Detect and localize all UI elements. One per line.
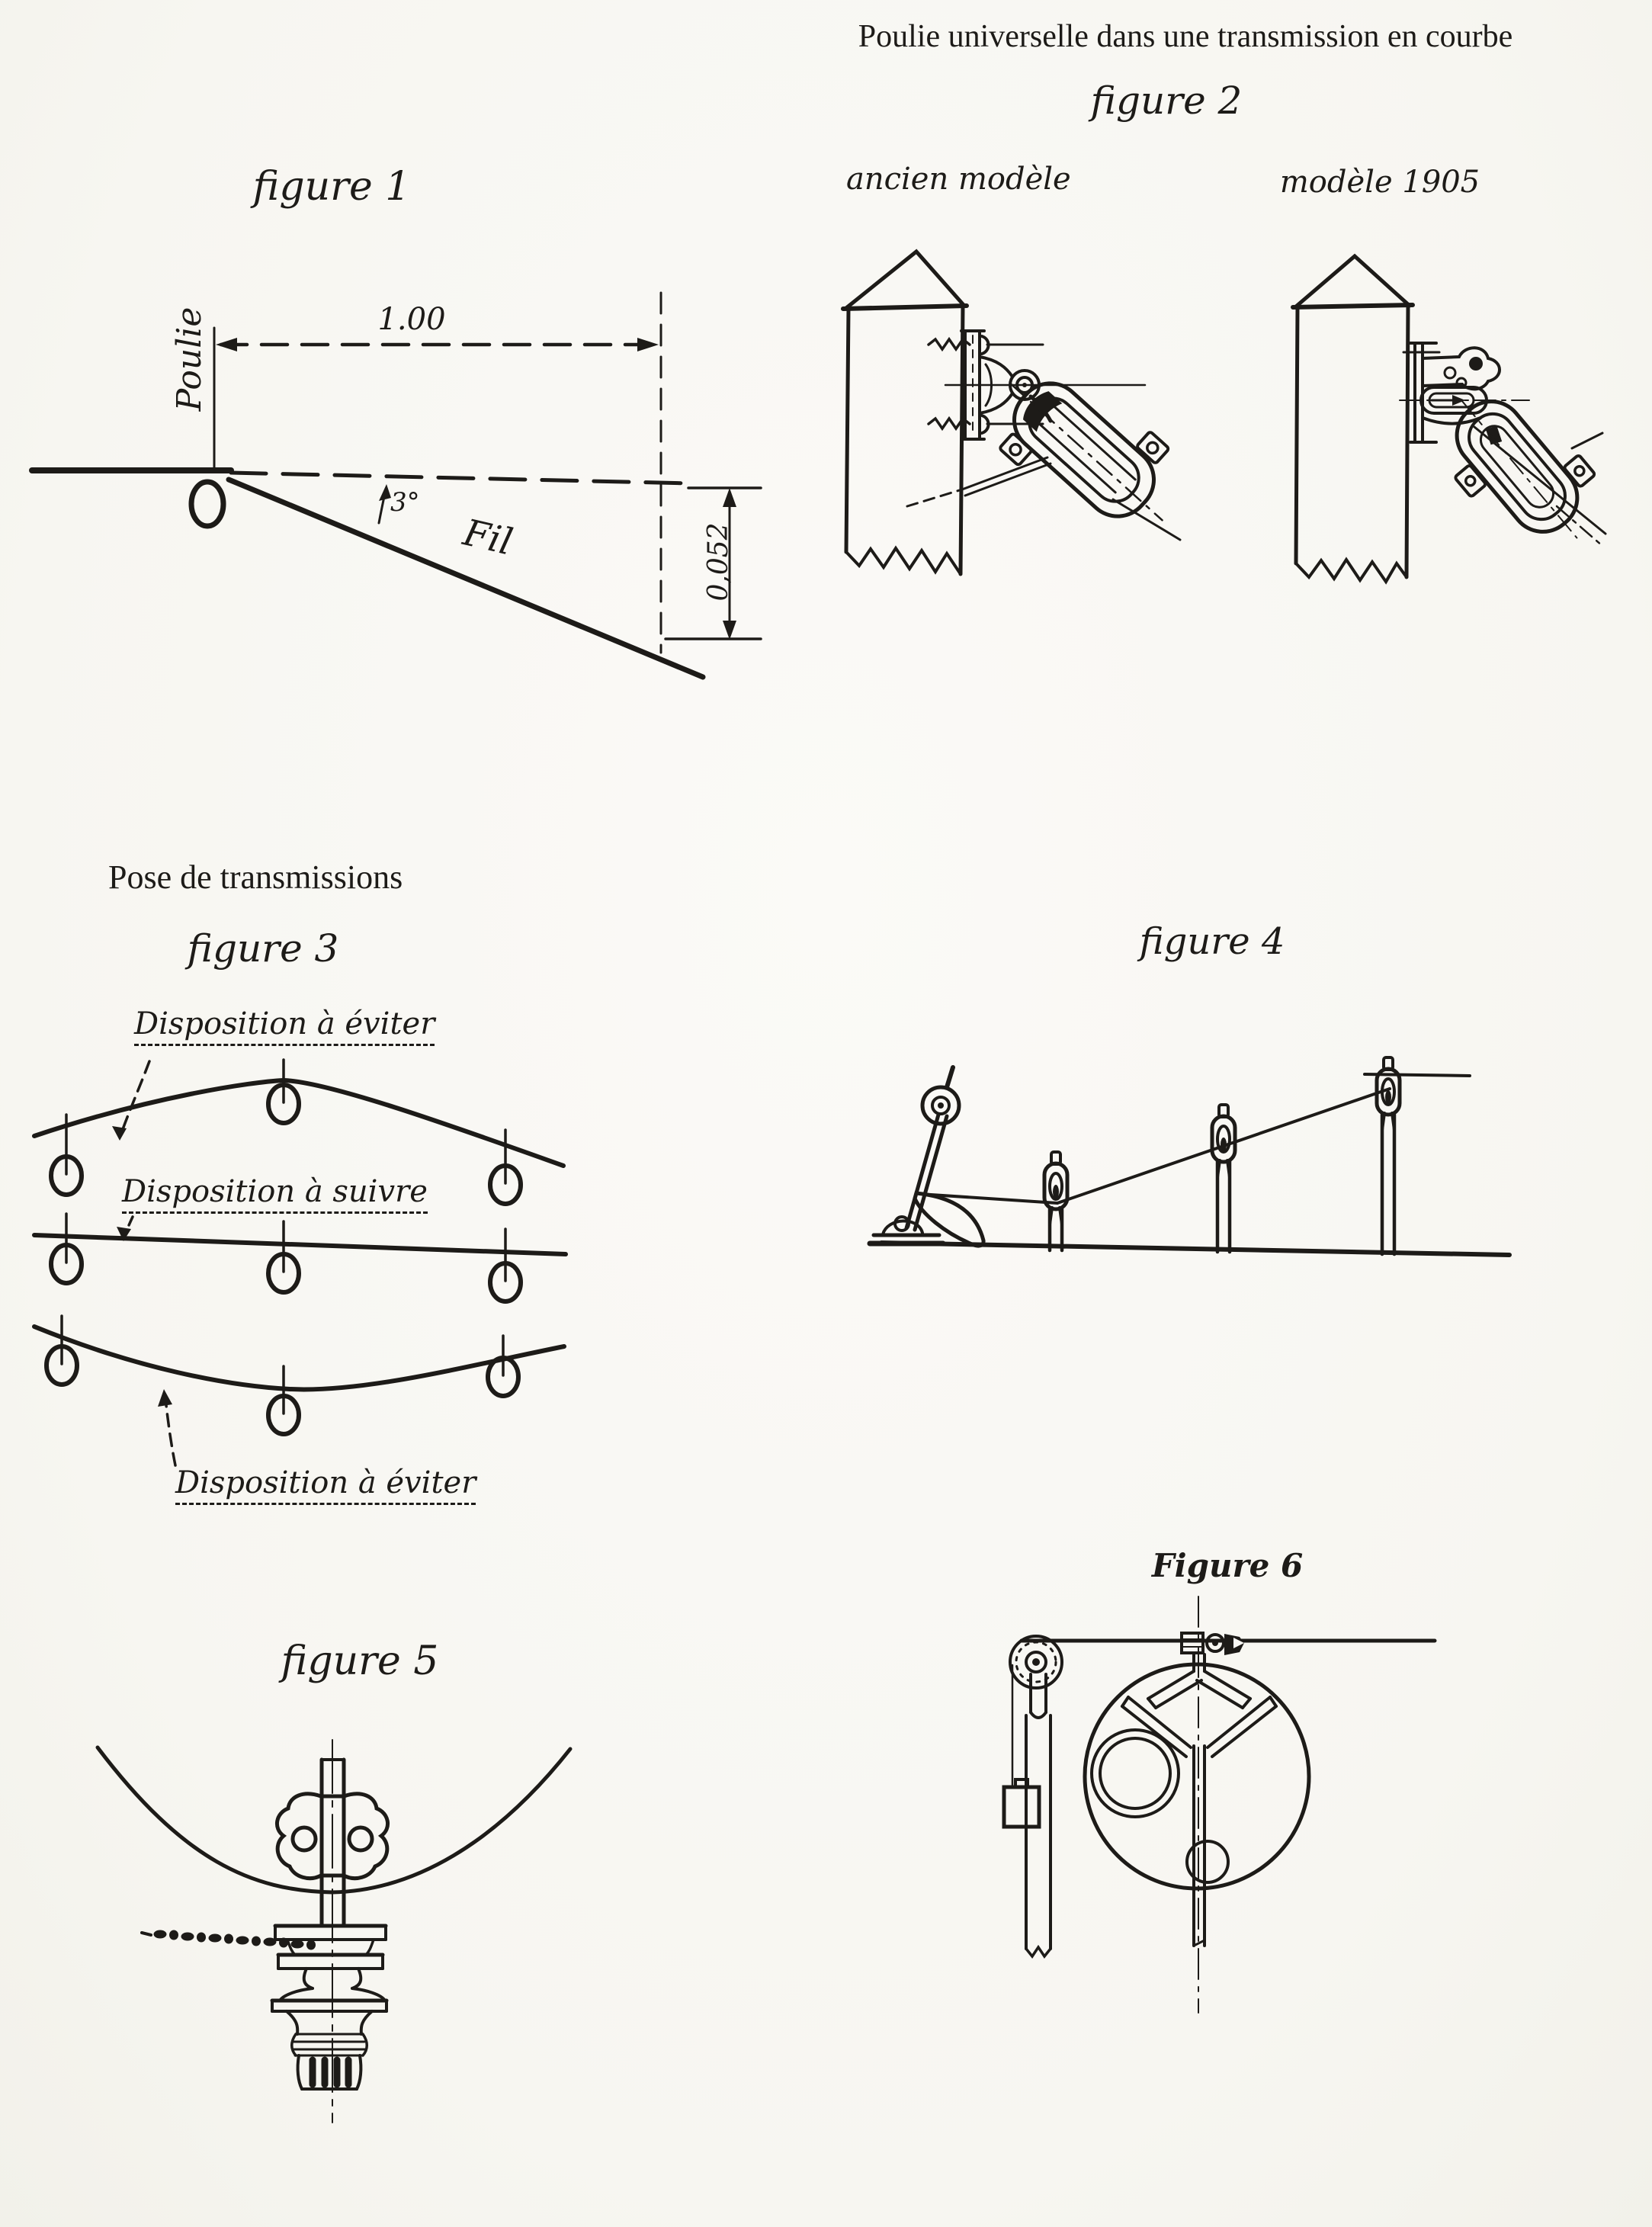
figure3-caption: figure 3 — [187, 926, 339, 971]
figure1-sag-dimension: 0,052 — [703, 522, 734, 602]
figure1-span-dimension: 1.00 — [377, 302, 446, 337]
page-title: Poulie universelle dans une transmission en courbe — [858, 19, 1513, 54]
figure4-drawing — [870, 1057, 1509, 1255]
figure2-ancien-drawing — [843, 252, 1201, 574]
figure3-section-title: Pose de transmissions — [108, 858, 403, 896]
figure3-drawing — [34, 1060, 566, 1465]
figure1-angle-dimension: 3° — [390, 487, 420, 518]
figure3-label-avoid-bottom: Disposition à éviter — [175, 1467, 476, 1505]
figure5-drawing — [98, 1740, 570, 2123]
figure4-caption: figure 4 — [1139, 920, 1285, 963]
figure1-pulley-label: Poulie — [170, 306, 209, 412]
figure2-modele1905-label: modèle 1905 — [1279, 165, 1480, 200]
figure3-label-avoid-top: Disposition à éviter — [134, 1008, 435, 1046]
figure2-modele1905-drawing — [1293, 256, 1619, 582]
figure2-caption: figure 2 — [1090, 79, 1243, 123]
figure1-caption: figure 1 — [252, 164, 411, 210]
figure2-ancien-label: ancien modèle — [846, 162, 1071, 197]
figure6-drawing — [1004, 1596, 1435, 2013]
figure1-drawing — [32, 293, 761, 677]
figure3-label-follow: Disposition à suivre — [122, 1176, 428, 1214]
figure1-wire-label: Fil — [459, 511, 517, 564]
figure6-caption: Figure 6 — [1151, 1547, 1304, 1584]
figure5-caption: figure 5 — [281, 1638, 439, 1684]
